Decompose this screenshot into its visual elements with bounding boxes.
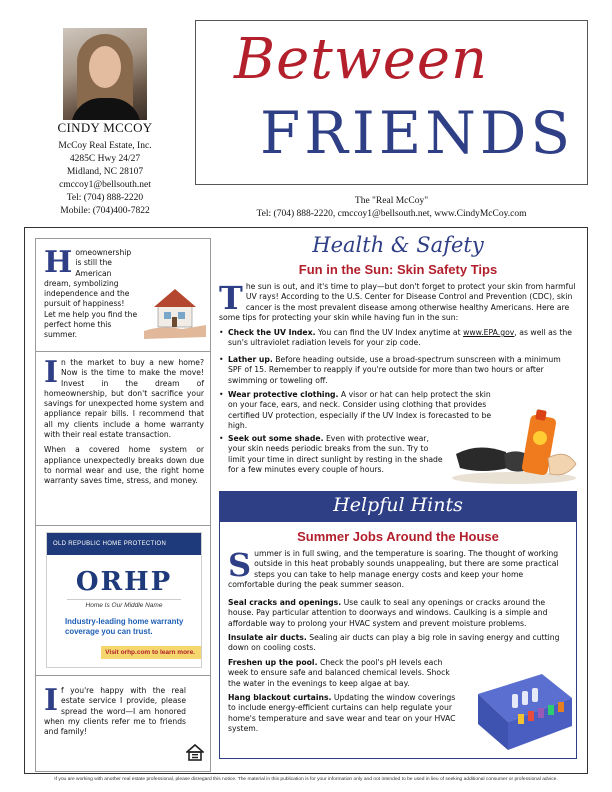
dropcap: T <box>219 279 243 317</box>
tip-heading: Check the UV Index. <box>228 328 316 337</box>
tip-heading: Wear protective clothing. <box>228 390 339 399</box>
tip-heading: Seek out some shade. <box>228 434 324 443</box>
hint-heading: Hang blackout curtains. <box>228 693 332 702</box>
dropcap: I <box>44 683 59 718</box>
hint-text: Updating the window coverings to include energy-efficient curtains can help regulate your home's temperature and save wear and tear on your HVAC system. <box>228 693 456 734</box>
tip-shade <box>219 434 445 476</box>
hint-heading: Seal cracks and openings. <box>228 598 342 607</box>
homeownership-body: omeownership is still the American dream, symbolizing independence and the pursuit of happiness! Let me help you find the perfect home this summer. <box>44 248 138 340</box>
referral-text <box>44 683 186 737</box>
agent-mobile: Mobile: (704)400-7822 <box>60 206 150 216</box>
sunscreen-sunglasses-image <box>448 408 580 486</box>
agent-photo <box>63 28 147 120</box>
hint-text: Use caulk to seal any openings or cracks around the house. Pay particular attention to doorways and windows. Caulking is a simple and affordable way to prolong your HVAC system and prevent moisture problems. <box>228 598 548 628</box>
ad-banner: OLD REPUBLIC HOME PROTECTION <box>47 533 201 555</box>
health-intro <box>219 279 577 324</box>
tagline <box>195 195 588 221</box>
home-warranty-box <box>35 352 211 526</box>
tagline-title: The "Real McCoy" <box>354 196 429 206</box>
ad-slogan: Home Is Our Middle Name <box>67 599 181 609</box>
referral-box <box>35 676 211 772</box>
masthead-word-friends: FRIENDS <box>260 99 575 167</box>
tagline-contact: Tel: (704) 888-2220, cmccoy1@bellsouth.net, www.CindyMcCoy.com <box>256 209 527 219</box>
ad-cta-link[interactable]: Visit orhp.com to learn more. <box>101 646 201 659</box>
equal-housing-icon <box>186 743 204 763</box>
health-intro-text: he sun is out, and it's time to play—but don't forget to protect your skin from harmful UV rays! According to the U.S. Center for Disease Control and Prevention (CDC), skin cancer is the most prevalent disease among otherwise healthy Americans. Here are some tips for protecting your skin while having fun in the sun: <box>219 282 576 323</box>
home-warranty-text <box>44 355 204 492</box>
agent-email[interactable]: cmccoy1@bellsouth.net <box>59 180 151 190</box>
agent-company: McCoy Real Estate, Inc. <box>58 141 152 151</box>
referral-body: f you're happy with the real estate service I provide, please spread the word—I am honored when my clients refer me to friends and family! <box>44 686 186 737</box>
homeownership-box <box>35 238 211 352</box>
agent-phone: Tel: (704) 888-2220 <box>66 193 144 203</box>
dropcap: S <box>228 546 252 584</box>
dropcap: I <box>44 355 59 390</box>
disclaimer: If you are working with another real estate professional, please disregard this notice. The material in this publication is for your information only and not intended to be used in lieu of seeking additional consumer or professional advice. <box>54 777 558 782</box>
pool-test-kit-image <box>472 654 576 758</box>
ad-copy: Industry-leading home warranty coverage you can trust. <box>65 617 184 636</box>
hints-intro <box>228 546 570 591</box>
tip-text: , as well as the sun's ultraviolet radiation levels for your zip code. <box>228 328 572 348</box>
house-in-hand-image <box>142 281 208 341</box>
agent-address-city: Midland, NC 28107 <box>66 167 144 177</box>
hint-text: Check the pool's pH levels each week to ensure safe and balanced chemical levels. Shock the water in the evenings to keep algae at bay. <box>228 658 450 688</box>
orhp-logo: ORHP <box>75 567 173 597</box>
tip-text: Even with protective wear, your skin needs periodic breaks from the sun. Try to limit your time in direct sunlight by resting in the shade for a few minutes every couple of hours. <box>228 434 443 475</box>
orhp-advertisement[interactable] <box>46 532 202 668</box>
hint-heading: Insulate air ducts. <box>228 633 307 642</box>
masthead <box>195 20 588 185</box>
home-warranty-paragraph-1: n the market to buy a new home? Now is the time to make the move! Invest in the dream of homeownership, but don't sacrifice your savings for unexpected home system and appliance repair bills. I recommend that all my clients include a home warranty with their real estate transaction. <box>44 358 204 440</box>
helpful-hints-subheading: Summer Jobs Around the House <box>297 529 499 544</box>
tip-heading: Lather up. <box>228 355 273 364</box>
home-warranty-paragraph-2: When a covered home system or appliance unexpectedly breaks down due to normal wear and use, the right home warranty saves time, stress, and money. <box>44 445 204 486</box>
helpful-hints-heading: Helpful Hints <box>333 494 463 516</box>
masthead-word-between: Between <box>234 27 489 92</box>
tip-text: A visor or hat can help protect the skin on your face, ears, and neck. Consider using clothing that provides certified UV protection, especially if the UV Index is forecasted to be high. <box>228 390 492 431</box>
hint-heading: Freshen up the pool. <box>228 658 318 667</box>
agent-contact-block <box>22 120 188 218</box>
dropcap: H <box>44 245 73 280</box>
tip-uv-index <box>219 328 577 349</box>
hint-seal-cracks <box>228 598 570 629</box>
agent-address-street: 4285C Hwy 24/27 <box>69 154 141 164</box>
epa-link[interactable]: www.EPA.gov <box>463 328 515 337</box>
tip-lather-up <box>219 355 577 386</box>
health-safety-heading: Health & Safety <box>312 233 484 257</box>
hint-blackout-curtains <box>228 693 464 735</box>
hints-intro-text: ummer is in full swing, and the temperature is soaring. The thought of working outside in this heat probably sounds unappealing, but there are some practical steps you can take to help manage energy costs and keep your home comfortable during the peak summer season. <box>228 549 559 590</box>
ad-box <box>35 526 211 676</box>
health-safety-subheading: Fun in the Sun: Skin Safety Tips <box>298 262 498 277</box>
hint-text: Sealing air ducts can play a big role in saving energy and cutting down on cooling costs. <box>228 633 560 653</box>
tip-text: You can find the UV Index anytime at <box>315 328 464 337</box>
agent-name: CINDY MCCOY <box>57 120 153 135</box>
hint-pool <box>228 658 464 689</box>
hint-insulate-ducts <box>228 633 570 654</box>
tip-text: Before heading outside, use a broad-spectrum sunscreen with a minimum SPF of 15. Remember to reapply if you're outside for more than two hours or after swimming or toweling off. <box>228 355 561 385</box>
